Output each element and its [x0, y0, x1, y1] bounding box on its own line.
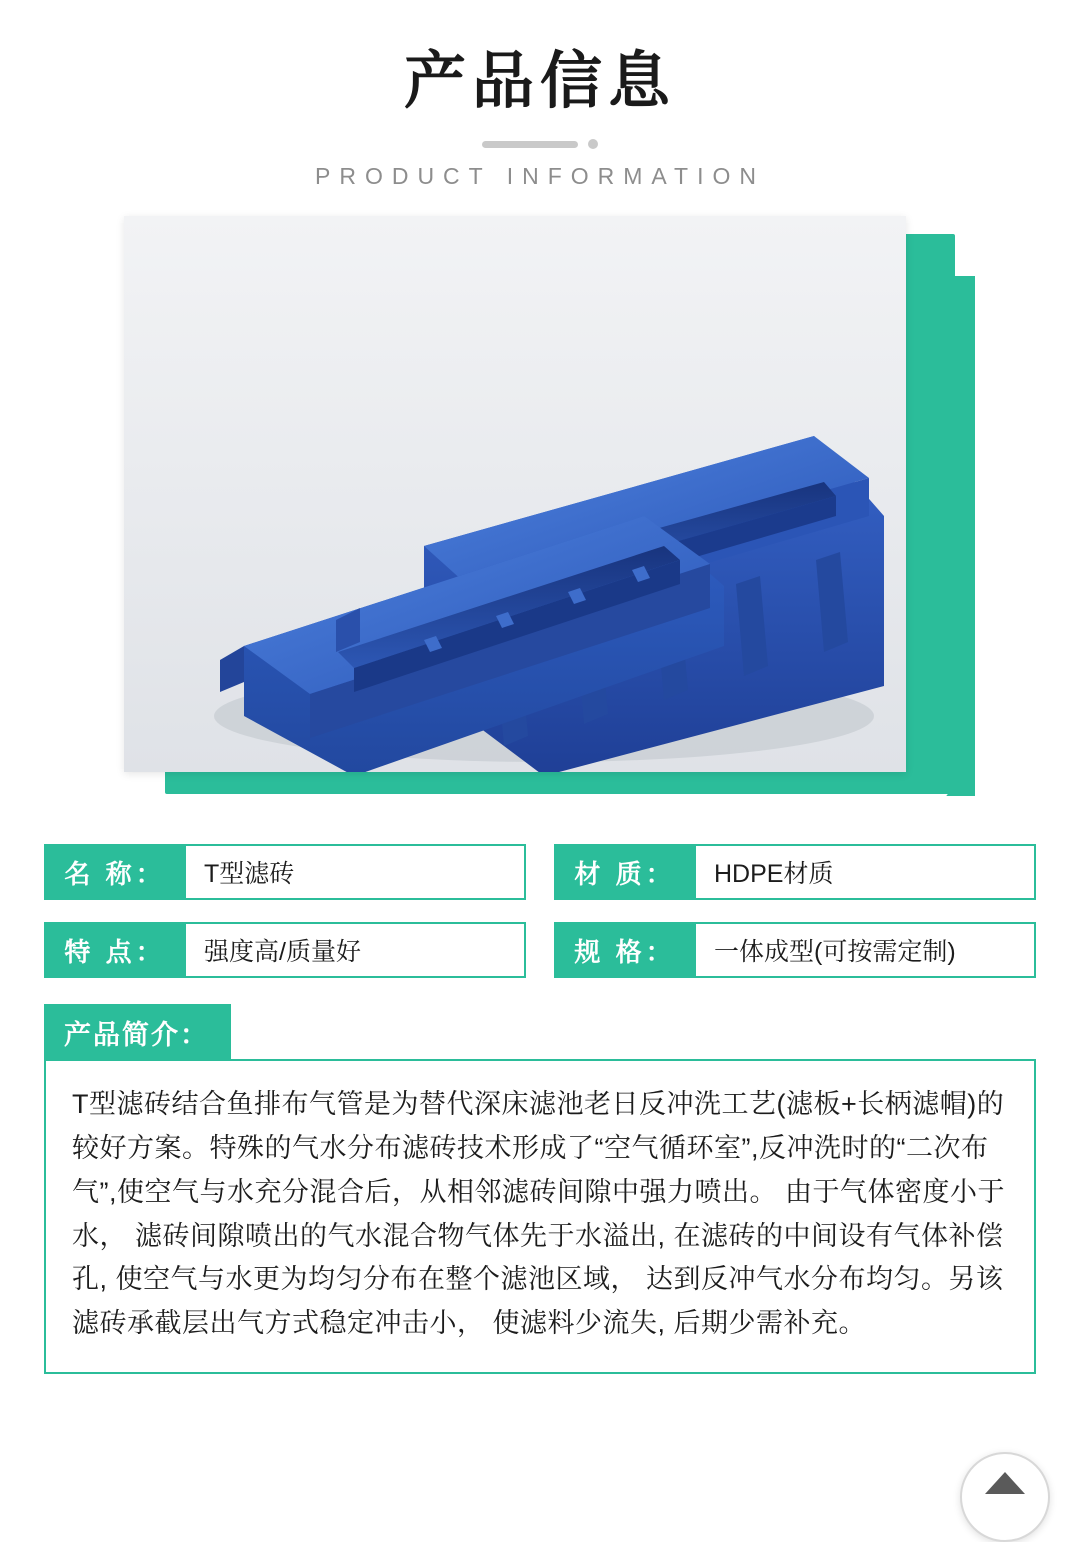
divider-dot	[588, 139, 598, 149]
spec-label-feature: 特 点：	[44, 922, 186, 978]
back-to-top-button[interactable]	[960, 1452, 1050, 1542]
spec-row-feature	[44, 922, 526, 978]
product-illustration	[124, 216, 906, 772]
page-header	[0, 0, 1080, 190]
title-divider	[0, 139, 1080, 149]
spec-value-material: HDPE材质	[696, 844, 1036, 900]
spec-label-name: 名 称：	[44, 844, 186, 900]
spec-row-spec	[554, 922, 1036, 978]
spec-label-material: 材 质：	[554, 844, 696, 900]
spec-grid	[44, 844, 1036, 978]
product-intro-tab: 产品简介：	[44, 1004, 231, 1061]
page-subtitle: PRODUCT INFORMATION	[315, 163, 765, 190]
product-intro-body: T型滤砖结合鱼排布气管是为替代深床滤池老日反冲洗工艺(滤板+长柄滤帽)的较好方案。特殊的气水分布滤砖技术形成了“空气循环室”,反冲洗时的“二次布气”,使空气与水充分混合后，从相邻滤砖间隙中强力喷出。 由于气体密度小于水， 滤砖间隙喷出的气水混合物气体先于水溢出, 在滤砖的中间设有气体补偿孔, 使空气与水更为均匀分布在整个滤池区域， 达到反冲气水分布均匀。另该滤砖承截层出气方式稳定冲击小， 使滤料少流失, 后期少需补充。	[44, 1059, 1036, 1373]
spec-value-feature: 强度高/质量好	[186, 922, 526, 978]
page-title: 产品信息	[403, 47, 676, 116]
spec-row-name	[44, 844, 526, 900]
product-photo	[124, 216, 906, 772]
spec-label-spec: 规 格：	[554, 922, 696, 978]
spec-value-name: T型滤砖	[186, 844, 526, 900]
divider-bar-left	[482, 141, 578, 148]
arrow-up-icon	[985, 1472, 1025, 1494]
spec-value-spec: 一体成型(可按需定制)	[696, 922, 1036, 978]
spec-row-material	[554, 844, 1036, 900]
hero-section	[0, 216, 1080, 816]
product-intro-section	[44, 1004, 1036, 1373]
hero-scallop-edge	[929, 276, 975, 796]
